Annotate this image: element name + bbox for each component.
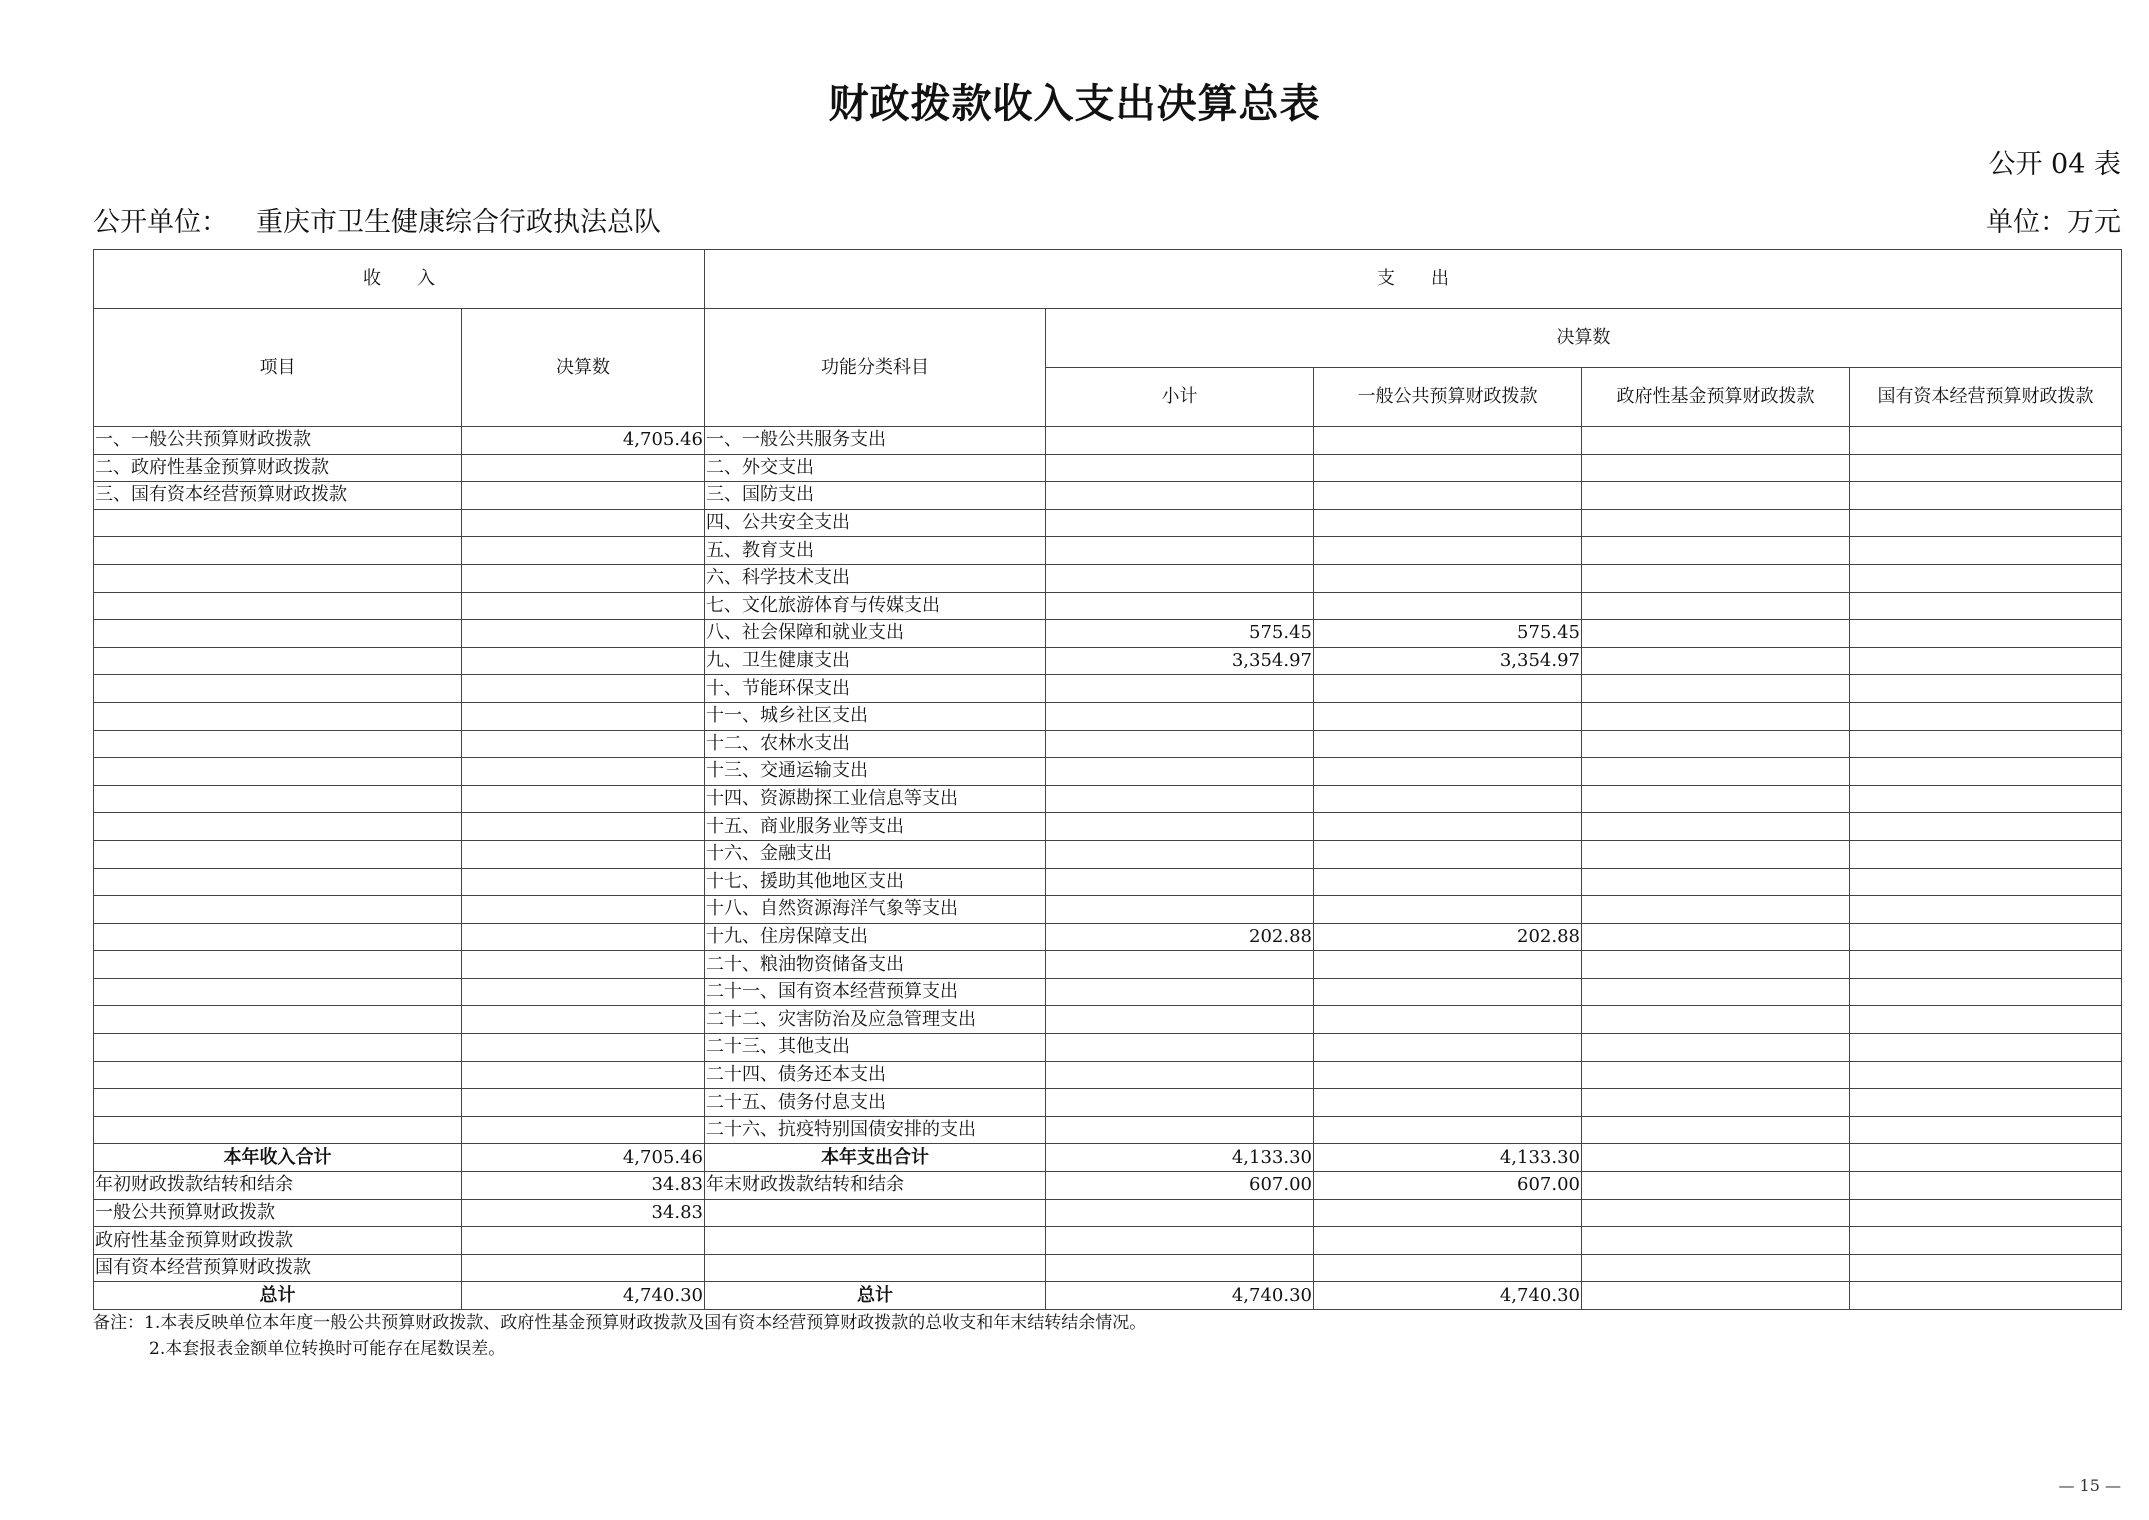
general-budget-cell: [1314, 1061, 1582, 1089]
gov-fund-cell: [1582, 813, 1850, 841]
subtotal-cell: [1046, 978, 1314, 1006]
carryover-capital: [1850, 1172, 2122, 1200]
state-capital-cell: [1850, 730, 2122, 758]
table-row: [94, 730, 2122, 758]
income-amount-cell: [462, 454, 705, 482]
table-row: [94, 1034, 2122, 1062]
expense-item-cell: 二十五、债务付息支出: [705, 1089, 1046, 1117]
carryover-fund: [1582, 1172, 1850, 1200]
year-expense-capital: [1850, 1144, 2122, 1172]
state-capital-cell: [1850, 482, 2122, 510]
year-income-total-label: 本年收入合计: [94, 1144, 462, 1172]
income-item-cell: [94, 564, 462, 592]
expense-item-cell: 二十六、抗疫特别国债安排的支出: [705, 1116, 1046, 1144]
empty-cell: [1582, 1254, 1850, 1282]
empty-cell: [1582, 1199, 1850, 1227]
year-total-row: [94, 1144, 2122, 1172]
general-budget-cell: [1314, 951, 1582, 979]
table-row: [94, 840, 2122, 868]
subtotal-cell: [1046, 840, 1314, 868]
subtotal-cell: [1046, 951, 1314, 979]
grand-income-amount: 4,740.30: [462, 1282, 705, 1310]
table-row: [94, 592, 2122, 620]
income-amount-cell: [462, 923, 705, 951]
general-budget-cell: [1314, 427, 1582, 455]
income-amount-cell: [462, 675, 705, 703]
income-item-cell: [94, 785, 462, 813]
subtotal-cell: [1046, 537, 1314, 565]
subtotal-cell: [1046, 482, 1314, 510]
gov-fund-cell: [1582, 1116, 1850, 1144]
general-budget-cell: 202.88: [1314, 923, 1582, 951]
expense-item-cell: 十五、商业服务业等支出: [705, 813, 1046, 841]
gov-fund-cell: [1582, 647, 1850, 675]
carryover-subtotal: 607.00: [1046, 1172, 1314, 1200]
carryover-sub-row: [94, 1199, 2122, 1227]
empty-cell: [1850, 1254, 2122, 1282]
income-item-cell: [94, 647, 462, 675]
gov-fund-cell: [1582, 758, 1850, 786]
income-item-cell: [94, 923, 462, 951]
state-capital-cell: [1850, 702, 2122, 730]
state-capital-cell: [1850, 1034, 2122, 1062]
header-row-2: [94, 309, 2122, 368]
income-item-cell: [94, 592, 462, 620]
state-capital-cell: [1850, 1061, 2122, 1089]
expense-item-cell: 十四、资源勘探工业信息等支出: [705, 785, 1046, 813]
table-row: [94, 813, 2122, 841]
note-line-2: 2.本套报表金额单位转换时可能存在尾数误差。: [149, 1339, 506, 1359]
income-amount-cell: 4,705.46: [462, 427, 705, 455]
expense-item-cell: 十九、住房保障支出: [705, 923, 1046, 951]
item-header: 项目: [94, 309, 462, 427]
general-budget-cell: [1314, 1116, 1582, 1144]
carryover-sub-label: 政府性基金预算财政拨款: [94, 1227, 462, 1255]
income-item-cell: [94, 730, 462, 758]
general-budget-cell: [1314, 785, 1582, 813]
income-item-cell: [94, 813, 462, 841]
grand-fund: [1582, 1282, 1850, 1310]
subtotal-cell: 3,354.97: [1046, 647, 1314, 675]
income-amount-cell: [462, 868, 705, 896]
table-row: [94, 675, 2122, 703]
general-budget-cell: [1314, 978, 1582, 1006]
income-item-cell: [94, 951, 462, 979]
income-amount-cell: [462, 896, 705, 924]
subtotal-cell: [1046, 1089, 1314, 1117]
gov-fund-cell: [1582, 978, 1850, 1006]
gov-fund-cell: [1582, 730, 1850, 758]
page-title: 财政拨款收入支出决算总表: [828, 81, 1321, 127]
gov-fund-cell: [1582, 1006, 1850, 1034]
state-capital-cell: [1850, 620, 2122, 648]
subtotal-cell: [1046, 564, 1314, 592]
income-item-cell: [94, 675, 462, 703]
income-amount-cell: [462, 564, 705, 592]
general-budget-cell: [1314, 592, 1582, 620]
income-amount-cell: [462, 702, 705, 730]
income-amount-cell: [462, 840, 705, 868]
unit-name: 重庆市卫生健康综合行政执法总队: [256, 207, 661, 238]
gov-fund-cell: [1582, 923, 1850, 951]
income-item-cell: [94, 509, 462, 537]
income-amount-cell: [462, 1034, 705, 1062]
carryover-income-label: 年初财政拨款结转和结余: [94, 1172, 462, 1200]
income-amount-cell: [462, 592, 705, 620]
state-capital-cell: [1850, 840, 2122, 868]
expense-item-cell: 二十一、国有资本经营预算支出: [705, 978, 1046, 1006]
table-row: [94, 509, 2122, 537]
subtotal-cell: [1046, 758, 1314, 786]
income-amount-cell: [462, 1089, 705, 1117]
carryover-sub-amount: [462, 1227, 705, 1255]
general-budget-cell: [1314, 730, 1582, 758]
state-capital-cell: [1850, 647, 2122, 675]
expense-item-cell: 十二、农林水支出: [705, 730, 1046, 758]
table-number: 公开 04 表: [1988, 149, 2121, 180]
state-capital-cell: [1850, 813, 2122, 841]
table-row: [94, 1116, 2122, 1144]
gov-fund-cell: [1582, 482, 1850, 510]
year-expense-general: 4,133.30: [1314, 1144, 1582, 1172]
income-item-cell: [94, 896, 462, 924]
gov-fund-cell: [1582, 564, 1850, 592]
carryover-expense-label: 年末财政拨款结转和结余: [705, 1172, 1046, 1200]
empty-cell: [1850, 1227, 2122, 1255]
subtotal-cell: [1046, 454, 1314, 482]
state-capital-cell: [1850, 592, 2122, 620]
income-amount-cell: [462, 951, 705, 979]
state-capital-cell: [1850, 1089, 2122, 1117]
general-budget-cell: [1314, 482, 1582, 510]
table-row: [94, 647, 2122, 675]
state-capital-cell: [1850, 951, 2122, 979]
general-budget-cell: [1314, 509, 1582, 537]
gov-fund-cell: [1582, 620, 1850, 648]
income-header: 收 入: [94, 250, 705, 309]
state-capital-cell: [1850, 427, 2122, 455]
state-capital-cell: [1850, 785, 2122, 813]
subtotal-cell: 202.88: [1046, 923, 1314, 951]
income-item-cell: [94, 868, 462, 896]
note-line-1: 备注：1.本表反映单位本年度一般公共预算财政拨款、政府性基金预算财政拨款及国有资本经营预算财政拨款的总收支和年末结转结余情况。: [93, 1313, 1147, 1333]
expense-item-cell: 七、文化旅游体育与传媒支出: [705, 592, 1046, 620]
gov-fund-cell: [1582, 1034, 1850, 1062]
empty-cell: [705, 1227, 1046, 1255]
page-number: — 15 —: [2058, 1476, 2121, 1495]
gov-fund-cell: [1582, 454, 1850, 482]
state-capital-cell: [1850, 868, 2122, 896]
state-capital-cell: [1850, 564, 2122, 592]
grand-subtotal: 4,740.30: [1046, 1282, 1314, 1310]
grand-capital: [1850, 1282, 2122, 1310]
carryover-sub-amount: 34.83: [462, 1199, 705, 1227]
general-budget-header: 一般公共预算财政拨款: [1314, 368, 1582, 427]
state-capital-cell: [1850, 978, 2122, 1006]
notes: [93, 1310, 1146, 1362]
expense-item-cell: 四、公共安全支出: [705, 509, 1046, 537]
gov-fund-cell: [1582, 1061, 1850, 1089]
carryover-row: [94, 1172, 2122, 1200]
table-row: [94, 868, 2122, 896]
general-budget-cell: [1314, 840, 1582, 868]
subtotal-cell: [1046, 675, 1314, 703]
general-budget-cell: [1314, 1089, 1582, 1117]
income-item-cell: 二、政府性基金预算财政拨款: [94, 454, 462, 482]
subtotal-cell: [1046, 785, 1314, 813]
income-amount-cell: [462, 978, 705, 1006]
empty-cell: [1046, 1199, 1314, 1227]
unit-label: 公开单位：: [93, 207, 228, 238]
expense-item-cell: 十一、城乡社区支出: [705, 702, 1046, 730]
state-capital-cell: [1850, 509, 2122, 537]
table-row: [94, 1089, 2122, 1117]
expense-item-cell: 十八、自然资源海洋气象等支出: [705, 896, 1046, 924]
gov-fund-cell: [1582, 702, 1850, 730]
empty-cell: [1314, 1199, 1582, 1227]
table-row: [94, 1006, 2122, 1034]
expense-item-cell: 十、节能环保支出: [705, 675, 1046, 703]
general-budget-cell: [1314, 868, 1582, 896]
gov-fund-cell: [1582, 896, 1850, 924]
subtotal-cell: [1046, 702, 1314, 730]
subtotal-cell: [1046, 1006, 1314, 1034]
gov-fund-cell: [1582, 1089, 1850, 1117]
grand-general: 4,740.30: [1314, 1282, 1582, 1310]
expense-item-cell: 二十二、灾害防治及应急管理支出: [705, 1006, 1046, 1034]
income-item-cell: [94, 978, 462, 1006]
table-row: [94, 951, 2122, 979]
grand-total-row: [94, 1282, 2122, 1310]
gov-fund-header: 政府性基金预算财政拨款: [1582, 368, 1850, 427]
state-capital-cell: [1850, 923, 2122, 951]
empty-cell: [1582, 1227, 1850, 1255]
expense-item-cell: 八、社会保障和就业支出: [705, 620, 1046, 648]
table-row: [94, 454, 2122, 482]
gov-fund-cell: [1582, 509, 1850, 537]
table-row: [94, 482, 2122, 510]
state-capital-cell: [1850, 454, 2122, 482]
general-budget-cell: [1314, 758, 1582, 786]
gov-fund-cell: [1582, 840, 1850, 868]
income-amount-cell: [462, 758, 705, 786]
subtotal-cell: [1046, 509, 1314, 537]
expense-item-cell: 十六、金融支出: [705, 840, 1046, 868]
year-expense-subtotal: 4,133.30: [1046, 1144, 1314, 1172]
expense-item-cell: 九、卫生健康支出: [705, 647, 1046, 675]
state-capital-cell: [1850, 1116, 2122, 1144]
year-income-total-amount: 4,705.46: [462, 1144, 705, 1172]
state-capital-cell: [1850, 675, 2122, 703]
subtotal-cell: [1046, 730, 1314, 758]
general-budget-cell: [1314, 1034, 1582, 1062]
general-budget-cell: 575.45: [1314, 620, 1582, 648]
table-row: [94, 896, 2122, 924]
expense-item-cell: 十三、交通运输支出: [705, 758, 1046, 786]
carryover-income-amount: 34.83: [462, 1172, 705, 1200]
expense-item-cell: 五、教育支出: [705, 537, 1046, 565]
income-item-cell: [94, 758, 462, 786]
currency-unit: 单位：万元: [1986, 207, 2121, 238]
income-item-cell: 三、国有资本经营预算财政拨款: [94, 482, 462, 510]
state-capital-cell: [1850, 537, 2122, 565]
income-amount-cell: [462, 730, 705, 758]
carryover-sub-amount: [462, 1254, 705, 1282]
expense-item-cell: 二十、粮油物资储备支出: [705, 951, 1046, 979]
grand-income-label: 总计: [94, 1282, 462, 1310]
income-item-cell: [94, 1061, 462, 1089]
expense-item-cell: 一、一般公共服务支出: [705, 427, 1046, 455]
general-budget-cell: 3,354.97: [1314, 647, 1582, 675]
general-budget-cell: [1314, 896, 1582, 924]
income-item-cell: [94, 1089, 462, 1117]
expense-item-cell: 二十三、其他支出: [705, 1034, 1046, 1062]
empty-cell: [1314, 1254, 1582, 1282]
grand-expense-label: 总计: [705, 1282, 1046, 1310]
expense-item-cell: 六、科学技术支出: [705, 564, 1046, 592]
income-amount-cell: [462, 647, 705, 675]
income-item-cell: [94, 537, 462, 565]
income-item-cell: [94, 702, 462, 730]
table-row: [94, 923, 2122, 951]
subtotal-cell: [1046, 1061, 1314, 1089]
empty-cell: [1850, 1199, 2122, 1227]
subtotal-cell: [1046, 1034, 1314, 1062]
table-row: [94, 758, 2122, 786]
income-item-cell: 一、一般公共预算财政拨款: [94, 427, 462, 455]
carryover-general: 607.00: [1314, 1172, 1582, 1200]
expense-item-cell: 三、国防支出: [705, 482, 1046, 510]
table-row: [94, 620, 2122, 648]
general-budget-cell: [1314, 813, 1582, 841]
table-row: [94, 564, 2122, 592]
subtotal-cell: [1046, 1116, 1314, 1144]
income-amount-cell: [462, 813, 705, 841]
budget-table: [93, 249, 2122, 1310]
expense-item-cell: 二、外交支出: [705, 454, 1046, 482]
final-amount-header: 决算数: [1046, 309, 2122, 368]
year-expense-total-label: 本年支出合计: [705, 1144, 1046, 1172]
income-amount-cell: [462, 1116, 705, 1144]
carryover-sub-label: 国有资本经营预算财政拨款: [94, 1254, 462, 1282]
table-row: [94, 1061, 2122, 1089]
income-item-cell: [94, 1034, 462, 1062]
table-row: [94, 702, 2122, 730]
gov-fund-cell: [1582, 537, 1850, 565]
state-capital-header: 国有资本经营预算财政拨款: [1850, 368, 2122, 427]
amount-header: 决算数: [462, 309, 705, 427]
subtotal-cell: [1046, 427, 1314, 455]
state-capital-cell: [1850, 758, 2122, 786]
gov-fund-cell: [1582, 785, 1850, 813]
general-budget-cell: [1314, 702, 1582, 730]
income-amount-cell: [462, 1006, 705, 1034]
carryover-sub-label: 一般公共预算财政拨款: [94, 1199, 462, 1227]
general-budget-cell: [1314, 675, 1582, 703]
empty-cell: [705, 1199, 1046, 1227]
gov-fund-cell: [1582, 868, 1850, 896]
empty-cell: [705, 1254, 1046, 1282]
income-amount-cell: [462, 620, 705, 648]
state-capital-cell: [1850, 1006, 2122, 1034]
state-capital-cell: [1850, 896, 2122, 924]
gov-fund-cell: [1582, 951, 1850, 979]
empty-cell: [1314, 1227, 1582, 1255]
carryover-sub-row: [94, 1227, 2122, 1255]
income-amount-cell: [462, 1061, 705, 1089]
income-amount-cell: [462, 785, 705, 813]
income-item-cell: [94, 620, 462, 648]
expense-header: 支 出: [705, 250, 2122, 309]
income-amount-cell: [462, 537, 705, 565]
reporting-unit: [93, 200, 661, 239]
income-item-cell: [94, 1006, 462, 1034]
carryover-sub-row: [94, 1254, 2122, 1282]
table-body: [94, 250, 2122, 1310]
empty-cell: [1046, 1254, 1314, 1282]
income-amount-cell: [462, 482, 705, 510]
general-budget-cell: [1314, 1006, 1582, 1034]
header-row-1: [94, 250, 2122, 309]
income-item-cell: [94, 1116, 462, 1144]
subtotal-cell: [1046, 896, 1314, 924]
gov-fund-cell: [1582, 592, 1850, 620]
general-budget-cell: [1314, 454, 1582, 482]
expense-item-cell: 十七、援助其他地区支出: [705, 868, 1046, 896]
expense-item-cell: 二十四、债务还本支出: [705, 1061, 1046, 1089]
function-class-header: 功能分类科目: [705, 309, 1046, 427]
gov-fund-cell: [1582, 675, 1850, 703]
table-row: [94, 537, 2122, 565]
general-budget-cell: [1314, 564, 1582, 592]
subtotal-cell: 575.45: [1046, 620, 1314, 648]
subtotal-cell: [1046, 592, 1314, 620]
subtotal-cell: [1046, 813, 1314, 841]
general-budget-cell: [1314, 537, 1582, 565]
income-item-cell: [94, 840, 462, 868]
table-row: [94, 785, 2122, 813]
gov-fund-cell: [1582, 427, 1850, 455]
table-row: [94, 978, 2122, 1006]
year-expense-fund: [1582, 1144, 1850, 1172]
subtotal-cell: [1046, 868, 1314, 896]
empty-cell: [1046, 1227, 1314, 1255]
income-amount-cell: [462, 509, 705, 537]
subtotal-header: 小计: [1046, 368, 1314, 427]
table-row: [94, 427, 2122, 455]
